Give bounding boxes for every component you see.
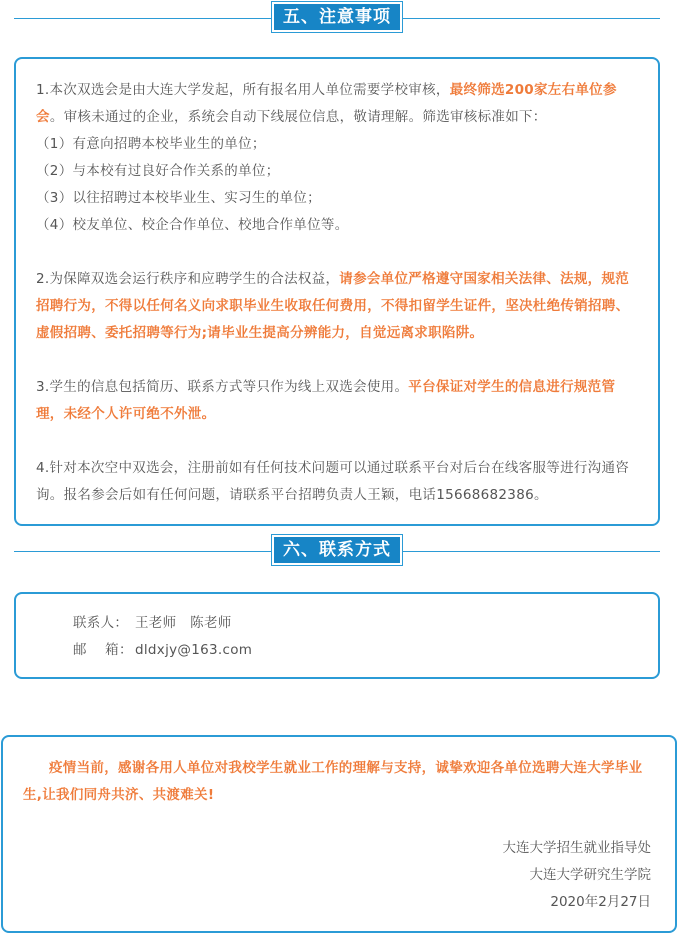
signature-date: 2020年2月27日 [550, 894, 651, 910]
contact-email-row [73, 637, 658, 664]
signature-org-1: 大连大学招生就业指导处 [502, 840, 651, 856]
criteria-item: （1）有意向招聘本校毕业生的单位； [36, 136, 266, 152]
section-title-frame [271, 1, 403, 33]
criteria-item: （3）以往招聘过本校毕业生、实习生的单位； [36, 190, 321, 206]
section-title: 五、注意事项 [274, 4, 400, 30]
notice-p2-highlight: 请参会单位严格遵守国家相关法律、法规，规范招聘行为，不得以任何名义向求职毕业生收取任何费用，不得扣留学生证件，坚决杜绝传销招聘、虚假招聘、委托招聘等行为;请毕业生提高分辨能力，自觉远离求职陷阱。 [36, 271, 630, 341]
closing-message: 疫情当前，感谢各用人单位对我校学生就业工作的理解与支持，诚挚欢迎各单位选聘大连大学毕业生,让我们同舟共济、共渡难关! [23, 760, 643, 803]
contact-email-value[interactable]: dldxjy@163.com [135, 642, 253, 658]
notice-paragraph-2 [36, 266, 638, 347]
closing-card [1, 735, 677, 933]
contact-email-label: 邮 箱： [73, 642, 133, 658]
notice-p1-highlight: 最终筛选200家左右单位参会 [36, 82, 617, 125]
notice-p2-text-a: 2.为保障双选会运行秩序和应聘学生的合法权益， [36, 271, 340, 287]
contact-person-label: 联系人： [73, 615, 129, 631]
contact-card [14, 592, 660, 679]
notice-p3-highlight: 平台保证对学生的信息进行规范管理，未经个人许可绝不外泄。 [36, 379, 616, 422]
section-header-notice [14, 1, 660, 37]
notice-p3-text-a: 3.学生的信息包括简历、联系方式等只作为线上双选会使用。 [36, 379, 409, 395]
contact-person-value: 王老师 陈老师 [135, 615, 232, 631]
section-header-contact [14, 534, 660, 570]
notice-paragraph-1 [36, 77, 638, 131]
section-title: 六、联系方式 [274, 537, 400, 563]
signature-org-2: 大连大学研究生学院 [529, 867, 651, 883]
notice-p1-text-b: 。审核未通过的企业，系统会自动下线展位信息，敬请理解。筛选审核标准如下： [49, 109, 547, 125]
criteria-item: （2）与本校有过良好合作关系的单位； [36, 163, 280, 179]
notice-card [14, 57, 660, 526]
section-title-frame [271, 534, 403, 566]
notice-paragraph-3 [36, 374, 638, 428]
notice-p1-text-a: 1.本次双选会是由大连大学发起，所有报名用人单位需要学校审核， [36, 82, 450, 98]
contact-person-row [73, 610, 658, 637]
notice-paragraph-4: 4.针对本次空中双选会，注册前如有任何技术问题可以通过联系平台对后台在线客服等进行沟通咨询。报名参会后如有任何问题，请联系平台招聘负责人王颖，电话15668682386。 [36, 460, 630, 503]
criteria-item: （4）校友单位、校企合作单位、校地合作单位等。 [36, 217, 349, 233]
